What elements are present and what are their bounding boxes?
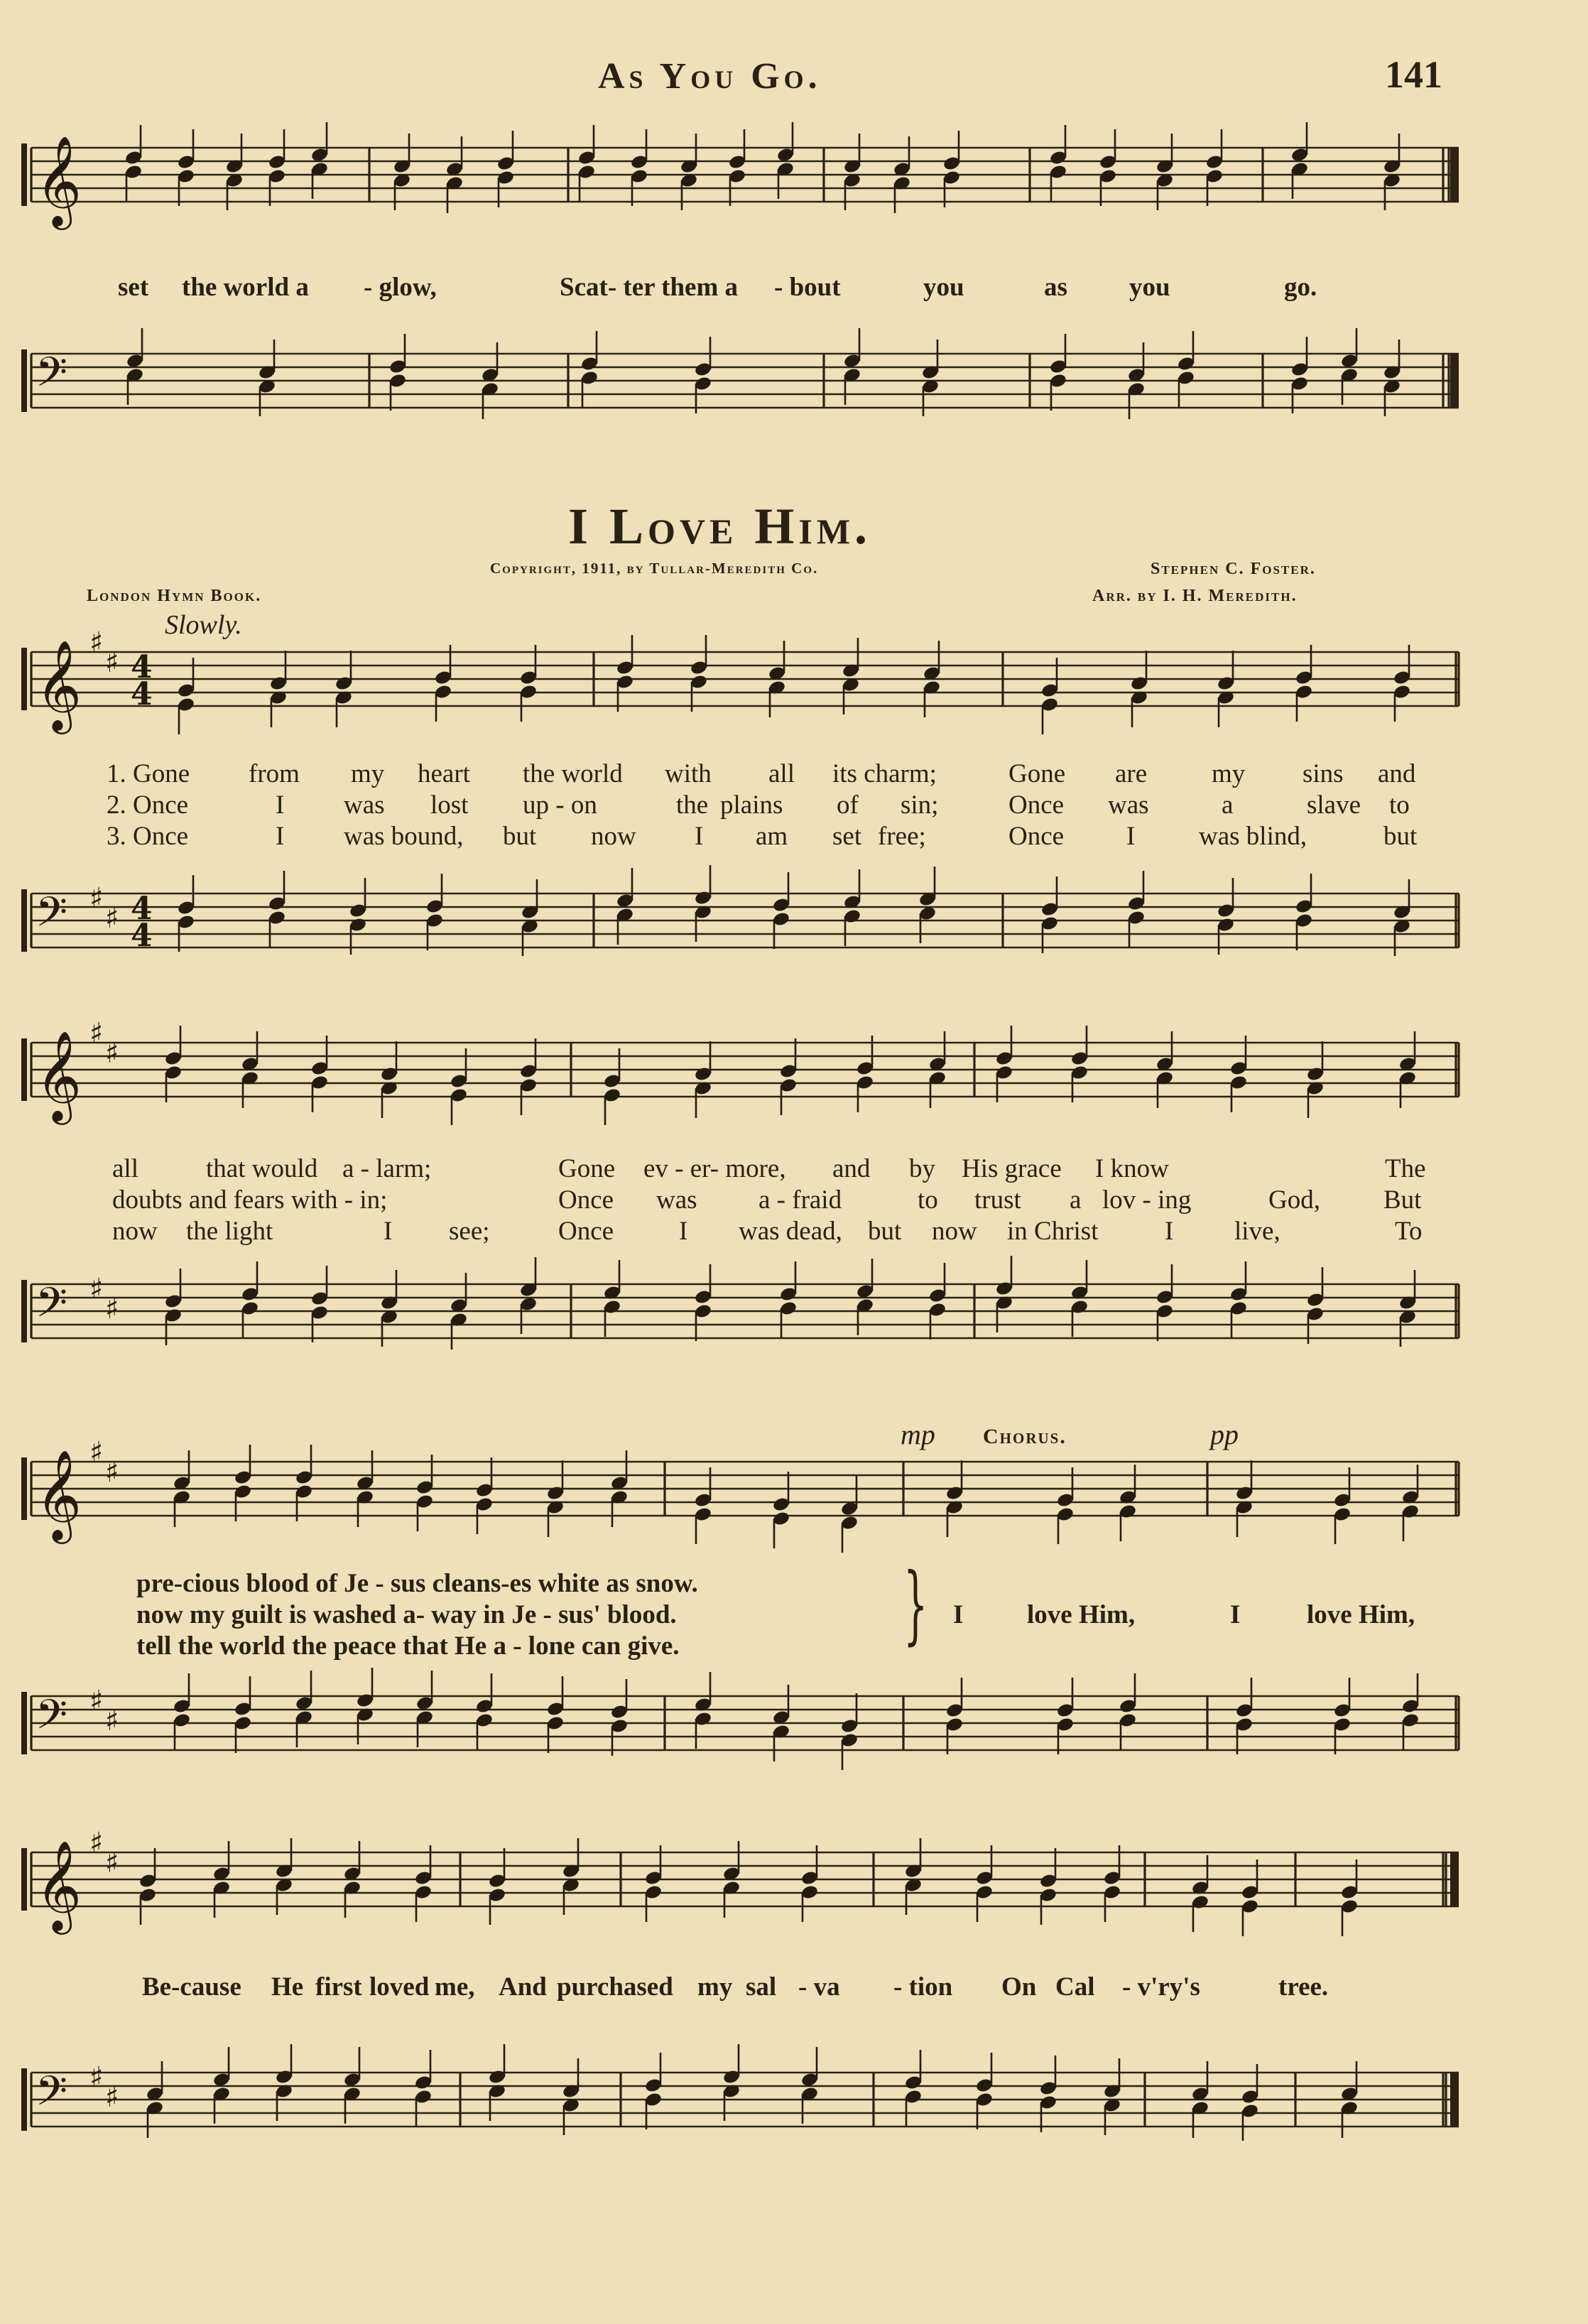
lyric-word: sal [746,1972,777,2002]
bass-clef-icon: 𝄢 [36,2067,68,2125]
system-bracket [21,143,27,206]
lyric-word: - glow, [364,273,437,302]
lyric-word: you [1129,273,1170,302]
system1-bass-staff [0,881,1588,987]
system4-treble-staff [0,1827,1588,1946]
key-sharp-icon: ♯ [89,2061,104,2094]
lyric-word: me, [435,1972,475,2002]
verse-2-word: doubts and fears with - in; [112,1185,388,1215]
treble-clef-icon: 𝄞 [36,639,82,730]
final-bar [1450,1852,1459,1906]
verse-3-word: 3. Once [107,822,189,851]
lyric-word: you [923,273,964,302]
verse-2-word: to [1389,791,1410,820]
time-signature-top: 4 [131,649,153,685]
lyric-word: set [118,273,149,302]
verse-1-word: Gone [1008,759,1066,788]
verse-3-word: Once [1008,822,1065,851]
key-sharp-icon: ♯ [105,902,119,935]
verse-3-word: the light [186,1217,273,1246]
lyric-word: as [1044,273,1067,302]
lyric-word: - v'ry's [1122,1972,1200,2002]
treble-clef-icon: 𝄞 [36,1449,82,1540]
key-sharp-icon: ♯ [89,1685,104,1717]
verse-2-word: the [676,791,709,820]
verse-1-word: my [351,759,385,788]
verse-3-word: free; [878,822,926,851]
chorus-label: Chorus. [983,1425,1067,1448]
verse-1-word: ev - er- more, [643,1154,786,1183]
verse-2-word: 2. Once [107,791,189,820]
lyric-word: - tion [893,1972,953,2002]
system-bracket [21,1692,27,1754]
system-bracket [21,1848,27,1911]
treble-clef-icon: 𝄞 [36,1030,82,1121]
verse-2-word: I [276,791,285,820]
key-sharp-icon: ♯ [105,1847,119,1879]
time-signature-top: 4 [131,891,153,927]
lyric-word: I [1230,1600,1241,1629]
final-bar [1450,148,1459,202]
time-signature-bottom: 4 [131,918,153,954]
lyric-word: Cal [1055,1972,1095,2002]
verse-3-word: see; [449,1217,490,1246]
verse-2-word: trust [974,1185,1021,1215]
verse-1-word: are [1115,759,1148,788]
verse-2-word: plains [720,791,783,820]
key-sharp-icon: ♯ [89,882,104,915]
copyright-line: Copyright, 1911, by Tullar-Meredith Co. [490,560,819,577]
verse-3-word: To [1395,1217,1423,1246]
lyric-word: loved [369,1972,430,2002]
verse-1-word: sins [1303,759,1344,788]
verse-3-word: now [932,1217,977,1246]
verse-3-word: now [112,1217,158,1246]
prev-hymn-bass-staff [0,341,1588,447]
verse-2-word: lost [430,791,469,820]
system-bracket [21,889,27,952]
verse-1-word: the world [523,759,623,788]
verse-3-word: but [1383,822,1418,851]
verse-1-word: with [665,759,712,788]
dynamic-mp: mp [901,1418,935,1450]
lyric-word: love Him, [1307,1600,1415,1629]
verse-1-word: The [1385,1154,1426,1183]
system1-treble-staff [0,626,1588,746]
lyric-word: purchased [557,1972,673,2002]
system2-bass-staff [0,1271,1588,1378]
verse-2-word: a [1070,1185,1082,1215]
verse-3-word: I [695,822,704,851]
verse-3-word: but [503,822,537,851]
tempo-marking: Slowly. [165,610,242,640]
prev-hymn-treble-staff [0,135,1588,241]
verse-3-word: I [679,1217,688,1246]
lyric-word: I [953,1600,964,1629]
key-sharp-icon: ♯ [105,1037,119,1070]
system-bracket [21,648,27,710]
system2-treble-staff [0,1017,1588,1136]
verse-2-word: slave [1307,791,1361,820]
verse-line-3: tell the world the peace that He a - lone can give. [136,1631,680,1661]
verse-3-word: in Christ [1007,1217,1099,1246]
verse-2-word: God, [1268,1185,1320,1215]
key-sharp-icon: ♯ [89,1273,104,1305]
verse-2-word: was [656,1185,697,1215]
verse-2-word: of [837,791,859,820]
verse-2-word: to [918,1185,938,1215]
bass-clef-icon: 𝄢 [36,1278,68,1337]
key-sharp-icon: ♯ [105,1705,119,1737]
key-sharp-icon: ♯ [89,1436,104,1469]
system4-bass-staff [0,2060,1588,2166]
verse-2-word: Once [1008,791,1065,820]
lyric-word: Scat- ter them a [560,273,739,302]
verse-3-word: I [276,822,285,851]
bass-clef-icon: 𝄢 [36,348,68,406]
hymn-title: I Love Him. [568,498,872,555]
key-sharp-icon: ♯ [89,626,104,659]
key-sharp-icon: ♯ [105,2081,119,2114]
treble-clef-icon: 𝄞 [36,1840,82,1931]
system-bracket [21,1038,27,1101]
verse-1-word: that would [206,1154,318,1183]
verse-1-word: 1. Gone [107,759,190,788]
treble-clef-icon: 𝄞 [36,135,82,226]
lyric-word: And [499,1972,547,2002]
verse-3-word: but [868,1217,902,1246]
verse-3-word: was bound, [344,822,464,851]
key-sharp-icon: ♯ [89,1017,104,1050]
verse-1-word: all [112,1154,138,1183]
lyric-word: love Him, [1027,1600,1136,1629]
lyric-word: - bout [774,273,841,302]
system-bracket [21,2068,27,2131]
verse-3-word: I [384,1217,393,1246]
verse-3-word: set [832,822,862,851]
verse-1-word: a - larm; [342,1154,432,1183]
verse-3-word: I [1165,1217,1174,1246]
verse-1-word: Gone [558,1154,616,1183]
verse-1-word: by [909,1154,935,1183]
arranger-credit: Arr. by I. H. Meredith. [1092,587,1298,605]
system-bracket [21,1280,27,1342]
verse-2-word: up - on [523,791,597,820]
page-number: 141 [1385,53,1442,96]
verse-1-word: its charm; [832,759,937,788]
final-bar [1450,2073,1459,2127]
verse-line-1: pre-cious blood of Je - sus cleans-es white as snow. [136,1569,698,1598]
verse-1-word: His grace [962,1154,1062,1183]
lyric-word: He [271,1972,304,2002]
verse-2-word: sin; [901,791,939,820]
verse-3-word: was dead, [739,1217,842,1246]
time-signature-bottom: 4 [131,676,153,712]
verse-3-word: live, [1234,1217,1280,1246]
lyric-word: the world a [182,273,309,302]
verse-2-word: But [1383,1185,1422,1215]
hymn-source: London Hymn Book. [87,587,262,605]
lyric-word: - va [798,1972,840,2002]
lyric-word: first [315,1972,362,2002]
key-sharp-icon: ♯ [89,1827,104,1859]
verse-3-word: I [1126,822,1136,851]
verse-2-word: lov - ing [1102,1185,1192,1215]
verse-1-word: heart [418,759,470,788]
lyric-word: Be-cause [142,1972,241,2002]
composer-credit: Stephen C. Foster. [1151,560,1316,578]
lyric-word: tree. [1278,1972,1329,2002]
verse-1-word: and [1378,759,1416,788]
key-sharp-icon: ♯ [105,1456,119,1489]
bass-clef-icon: 𝄢 [36,888,68,946]
verse-2-word: Once [558,1185,614,1215]
lyric-word: my [697,1972,733,2002]
dynamic-pp: pp [1210,1418,1239,1450]
key-sharp-icon: ♯ [105,646,119,679]
verse-1-word: my [1212,759,1246,788]
running-title: As You Go. [598,56,822,97]
verse-1-word: I know [1095,1154,1169,1183]
verse-2-word: a [1222,791,1234,820]
bass-clef-icon: 𝄢 [36,1690,68,1749]
verse-2-word: was [344,791,385,820]
verse-2-word: was [1108,791,1149,820]
verse-2-word: a - fraid [758,1185,842,1215]
final-bar [1450,354,1459,408]
system-bracket [21,1457,27,1520]
lyric-word: On [1001,1972,1037,2002]
verse-line-2: now my guilt is washed a- way in Je - sus' blood. [136,1600,677,1629]
verse-3-word: now [591,822,636,851]
key-sharp-icon: ♯ [105,1293,119,1325]
system-bracket [21,349,27,412]
verse-3-word: am [756,822,788,851]
verse-3-word: Once [558,1217,614,1246]
system3-bass-staff [0,1683,1588,1790]
verse-1-word: from [249,759,300,788]
verse-brace: } [903,1555,928,1654]
verse-1-word: all [768,759,795,788]
verse-3-word: was blind, [1199,822,1307,851]
verse-1-word: and [832,1154,871,1183]
lyric-word: go. [1284,273,1317,302]
